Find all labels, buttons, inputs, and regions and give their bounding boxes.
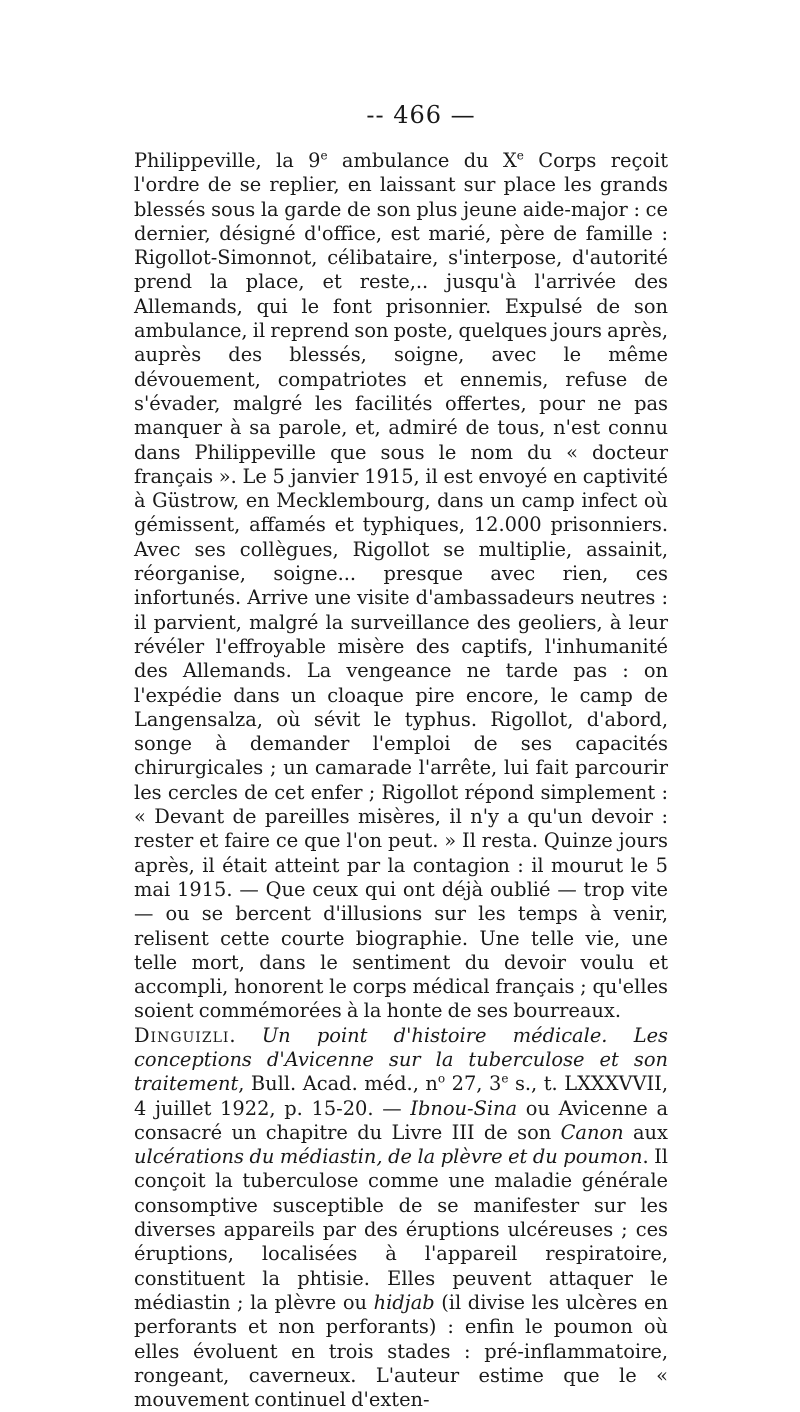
superscript: e <box>516 148 524 163</box>
text-run: ambulance du X <box>327 149 517 172</box>
italic-title: Canon <box>560 1120 624 1144</box>
text-run: . Il conçoit la tuberculose comme une maladie générale consomptive susceptible de se manifester sur les diverses appareils par des éruptions ulcéreuses ; ces éruptions, localisées à l'appareil respiratoire, constituent la phtisie. Elles peuvent attaquer le médiastin ; la plèvre ou <box>134 1145 668 1314</box>
superscript: e <box>501 1071 509 1086</box>
text-run: s., t. LXXXVVII, 4 juillet 1922, p. 15-20. — <box>134 1072 668 1120</box>
italic-chapter: ulcérations du médiastin, de la plèvre et du poumon <box>134 1145 643 1169</box>
text-run: ou Avicenne a consacré un chapitre du Livre III de son <box>134 1096 669 1144</box>
text-run: Philippeville, la 9 <box>134 149 321 172</box>
article-title: Un point d'histoire médicale. Les conceptions d'Avicenne sur la tuberculose et son traitement <box>134 1023 668 1096</box>
italic-term: hidjab <box>373 1290 435 1314</box>
text-run: (il divise les ulcères en perforants et non perforants) : enfin le poumon où elles évoluent en trois stades : pré-inflammatoire, rongeant, caverneux. L'auteur estime que le « mouvement continuel d'exten- <box>134 1290 668 1412</box>
text-run: aux <box>623 1120 668 1144</box>
text-run: Corps reçoit l'ordre de se replier, en laissant sur place les grands blessés sous la garde de son plus jeune aide-major : ce dernier, désigné d'office, est marié, père de famille : Rigollot-Simonnot, célibataire, s'interpose, d'autorité prend la place, et reste,.. jusqu'à l'arrivée des Allemands, qui le font prisonnier. Expulsé de son ambulance, il reprend son poste, quelques jours après, auprès des blessés, soigne, avec le même dévouement, compatriotes et ennemis, refuse de s'évader, malgré les facilités offertes, pour ne pas manquer à sa parole, et, admiré de tous, n'est connu dans Philippeville que sous le nom du « docteur français ». Le 5 janvier 1915, il est envoyé en captivité à Güstrow, en Mecklembourg, dans un camp infect où gémissent, affamés et typhiques, 12.000 prisonniers. Avec ses collègues, Rigollot se multiplie, assainit, réorganise, soigne... presque avec rien, ces infortunés. Arrive une visite d'ambassadeurs neutres : il parvient, malgré la surveillance des geoliers, à leur révéler l'effroyable misère des captifs, l'inhumanité des Allemands. La vengeance ne tarde pas : on l'expédie dans un cloaque pire encore, le camp de Langensalza, où sévit le typhus. Rigollot, d'abord, songe à demander l'emploi de ses capacités chirurgicales ; un camarade l'arrête, lui fait parcourir les cercles de cet enfer ; Rigollot répond simplement : « Devant de pareilles misères, il n'y a qu'un devoir : rester et faire ce que l'on peut. » Il resta. Quinze jours après, il était atteint par la contagion : il mourut le 5 mai 1915. — Que ceux qui ont déjà oublié — trop vite — ou se bercent d'illusions sur les temps à venir, relisent cette courte biographie. Une telle vie, une telle mort, dans le sentiment du devoir voulu et accompli, honorent le corps médical français ; qu'elles soient commémorées à la honte de ses bourreaux. <box>134 149 668 1023</box>
page-number: -- 466 — <box>366 101 476 129</box>
paragraph-rigollot <box>134 149 668 1024</box>
body-text <box>134 149 668 1412</box>
author-name: Dinguizli <box>134 1023 230 1047</box>
superscript: o <box>437 1071 446 1086</box>
italic-name: Ibnou-Sina <box>410 1096 518 1120</box>
text-run: . <box>229 1023 262 1047</box>
text-run: 27, 3 <box>445 1072 502 1096</box>
text-run: , Bull. Acad. méd., n <box>238 1072 438 1096</box>
superscript: e <box>320 148 328 163</box>
paragraph-dinguizli <box>134 1024 668 1412</box>
